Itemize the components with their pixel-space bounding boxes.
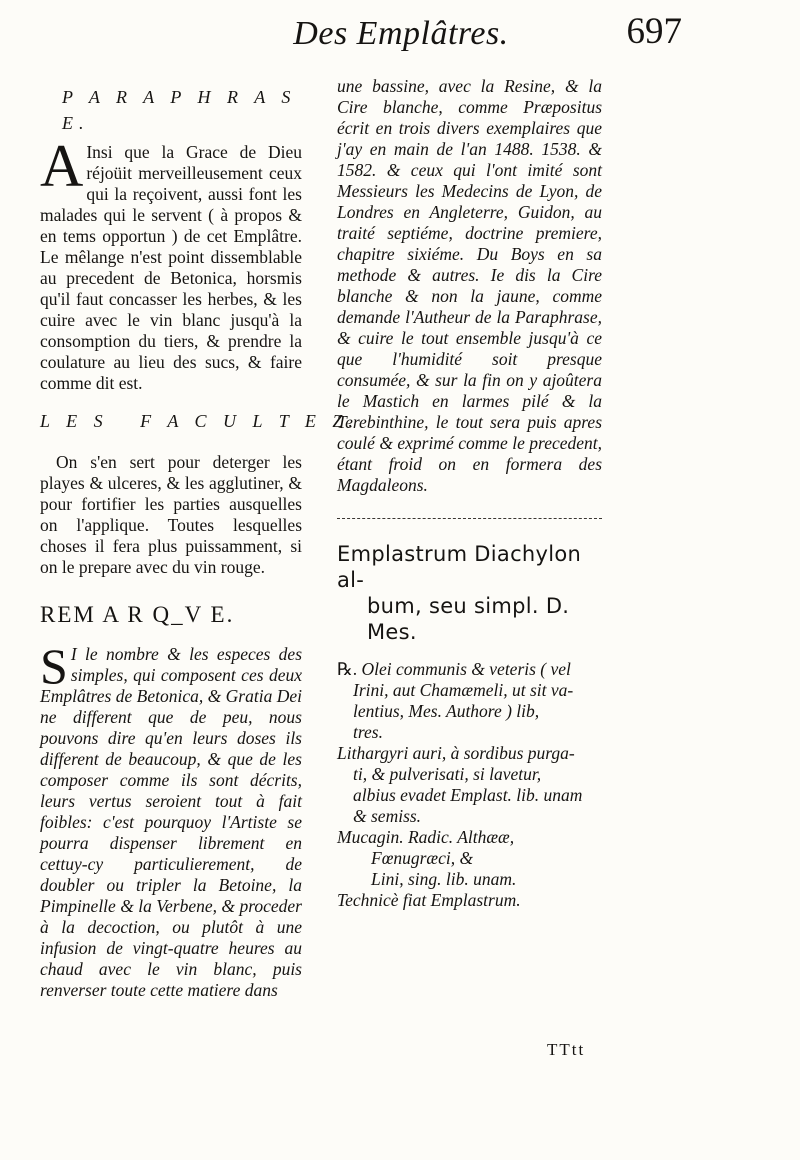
recipe-line: lentius, Mes. Authore ) lib, (353, 701, 540, 721)
recipe-line (337, 659, 602, 680)
recipe-line: ti, & pulverisati, si lavetur, (353, 764, 542, 784)
continuation-paragraph: une bassine, avec la Resine, & la Cire blanche, comme Præpositus écrit en trois divers exemplaires que j'ay en main de l'an 1488. 1538. & 1582. & ceux qui l'ont imité sont Messieurs les Medecins de Lyon, de Londres en Angleterre, Guidon, au traité septiéme, doctrine premiere, chapitre sixiéme. Du Boys en sa methode & autres. Ie dis la Cire blanche & non la jaune, comme demande l'Autheur de la Paraphrase, & cuire le tout ensemble jusqu'à ce que l'humidité soit presque consumée, & sur la fin on y ajoûtera le Mastich en larmes pilé & la Terebinthine, le tout sera puis apres coulé & exprimé comme le precedent, étant froid on en formera des Magdaleons. (337, 76, 602, 495)
remarque-text: I le nombre & les especes des simples, qui composent ces deux Emplâtres de Betonica, & Gratia Dei ne different que de peu, nous pouvons dire qu'en leurs doses ils different de beaucoup, & que de les composer comme ils sont décrits, leurs vertus seroient tout à fait foibles: c'est pourquoy l'Artiste se pourra dispenser librement en cettuy-cy particulierement, de doubler ou tripler la Betoine, la Pimpinelle & la Verbene, & proceder à la decoction, ou plutôt à une infusion de vingt-quatre heures au chaud avec le vin blanc, puis renverser toute cette matiere dans (40, 644, 302, 1000)
running-title: Des Emplâtres. (293, 15, 509, 52)
paraphrase-paragraph (40, 133, 302, 394)
recipe-line: Lini, sing. lib. unam. (371, 869, 517, 889)
recipe-line: albius evadet Emplast. lib. unam (353, 785, 583, 805)
page-number: 697 (626, 11, 682, 52)
recipe-list (337, 659, 602, 911)
recipe-line-text: Olei communis & veteris ( vel (361, 659, 571, 679)
paraphrase-heading: P A R A P H R A S E. (62, 87, 297, 133)
recipe-line: Irini, aut Chamæmeli, ut sit va- (353, 680, 574, 700)
recipe-line: tres. (353, 722, 383, 742)
emplastrum-title-line-1: Emplastrum Diachylon al- (337, 542, 582, 592)
recipe-symbol: ℞. (337, 659, 358, 679)
recipe-line: Lithargyri auri, à sordibus purga- (337, 743, 575, 763)
remarque-drop-cap: S (40, 638, 68, 694)
paraphrase-text: Insi que la Grace de Dieu réjoüit merveilleusement ceux qui la reçoivent, aussi font les malades qui le servent ( à propos & en tems opportun ) de cet Emplâtre. Le mêlange n'est point dissemblable au precedent de Betonica, horsmis qu'il faut concasser les herbes, & les cuire avec le vin blanc jusqu'à la consomption du tiers, & prendre la coulature au lieu des sucs, & faire comme dit est. (40, 142, 302, 393)
recipe-line: Technicè fiat Emplastrum. (337, 890, 521, 910)
recipe-line: & semiss. (353, 806, 422, 826)
emplastrum-title-line-2: bum, seu simpl. D. Mes. (367, 594, 570, 644)
facultez-heading: L E S F A C U L T E Z. (40, 411, 359, 431)
section-divider (337, 518, 602, 519)
remarque-heading: REM A R Q_V E. (40, 602, 235, 627)
signature-mark: TTtt (547, 1040, 586, 1059)
facultez-paragraph: On s'en sert pour deterger les playes & ulceres, & les agglutiner, & pour fortifier les parties ausquelles on l'applique. Toutes lesquelles choses il fera plus puissamment, si on le prepare avec du vin rouge. (40, 452, 302, 577)
remarque-paragraph (40, 638, 302, 1001)
recipe-line: Mucagin. Radic. Althææ, (337, 827, 515, 847)
left-column (40, 72, 359, 1001)
right-column (337, 76, 602, 911)
paraphrase-drop-cap: A (40, 133, 84, 199)
recipe-line: Fœnugræci, & (371, 848, 474, 868)
